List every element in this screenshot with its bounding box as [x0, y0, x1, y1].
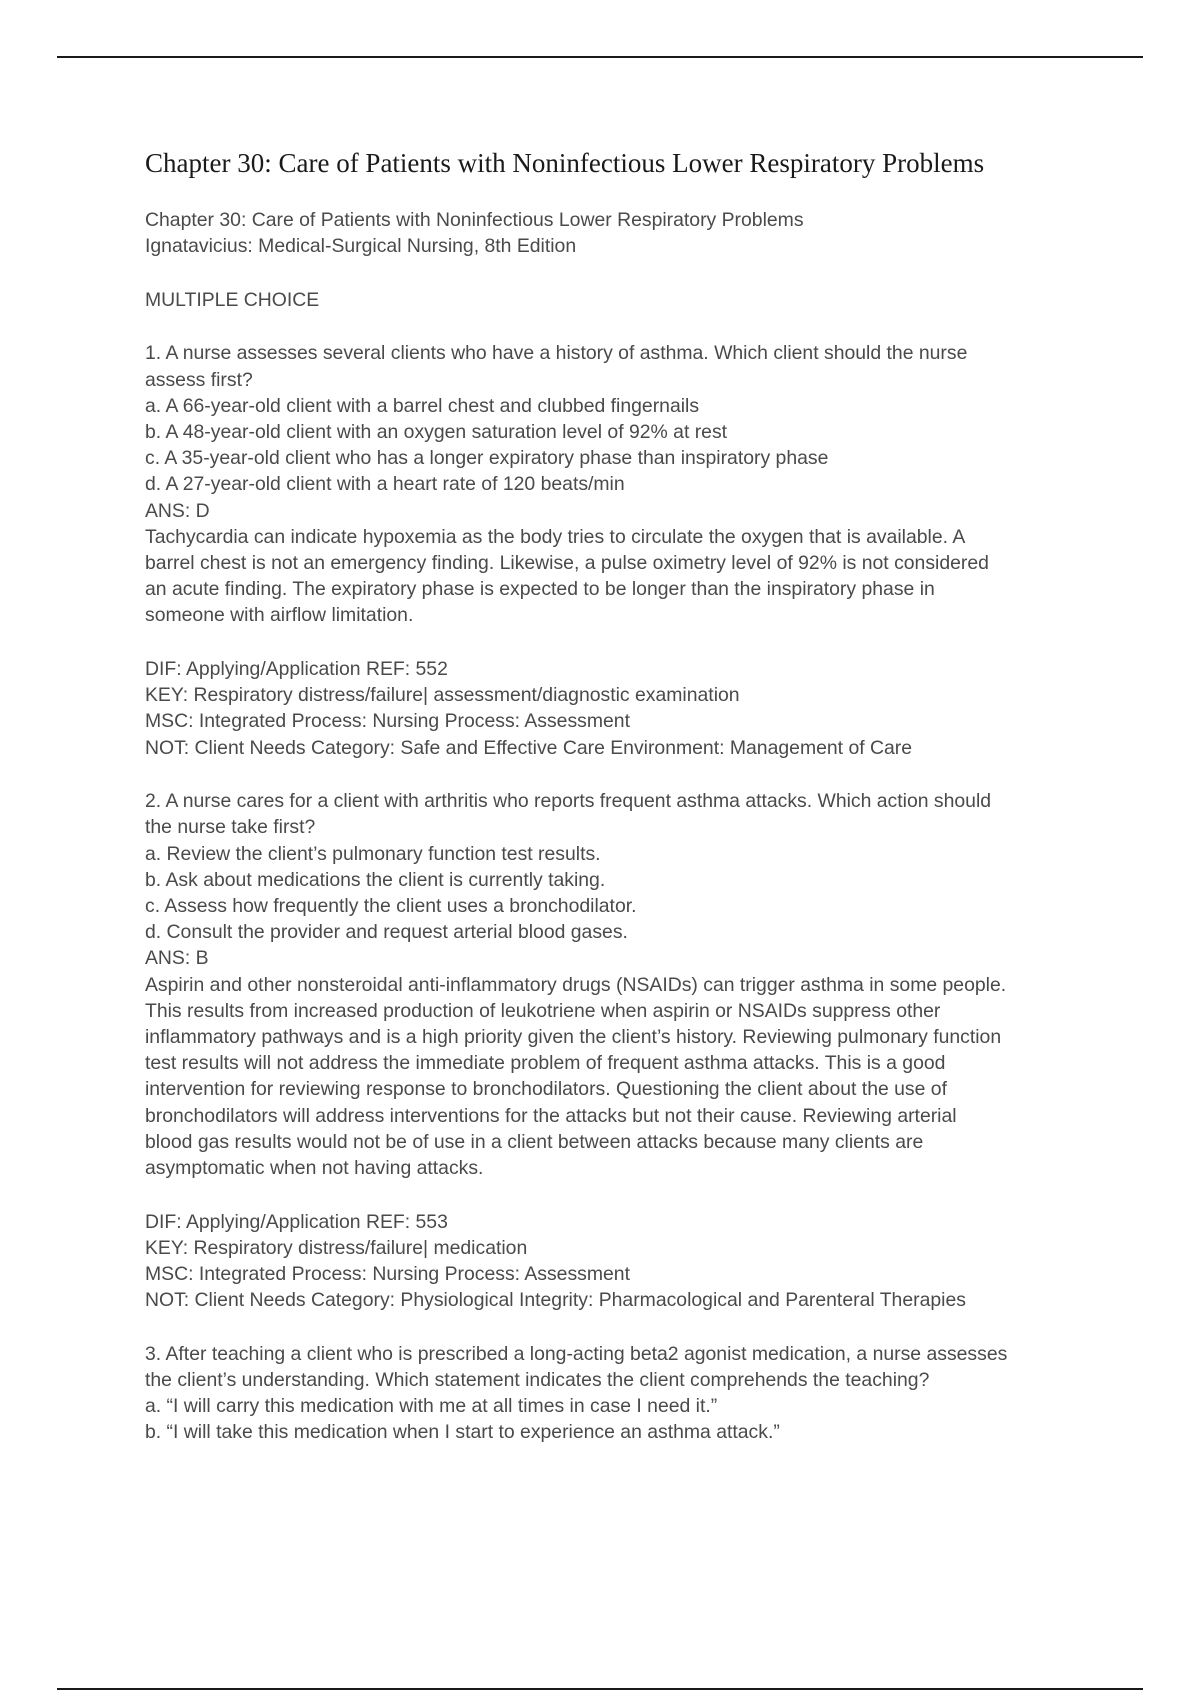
answer-option: b. Ask about medications the client is currently taking. [145, 868, 606, 891]
question-1 [145, 340, 1105, 760]
answer-option: a. A 66-year-old client with a barrel chest and clubbed fingernails [145, 394, 700, 417]
answer-option: d. A 27-year-old client with a heart rate of 120 beats/min [145, 473, 625, 496]
meta-not: NOT: Client Needs Category: Safe and Effective Care Environment: Management of Care [145, 736, 913, 759]
rationale-line: bronchodilators will address interventions for the attacks but not their cause. Reviewing arterial [145, 1104, 957, 1127]
question-stem-line: 1. A nurse assesses several clients who have a history of asthma. Which client should the nurse [145, 342, 968, 365]
answer-option: b. “I will take this medication when I start to experience an asthma attack.” [145, 1421, 780, 1444]
meta-msc: MSC: Integrated Process: Nursing Process: Assessment [145, 1263, 630, 1286]
answer-option: c. A 35-year-old client who has a longer expiratory phase than inspiratory phase [145, 447, 829, 470]
subtitle-textbook: Ignatavicius: Medical-Surgical Nursing, 8th Edition [145, 235, 577, 258]
answer-option: c. Assess how frequently the client uses a bronchodilator. [145, 895, 637, 918]
rationale-line: This results from increased production of leukotriene when aspirin or NSAIDs suppress other [145, 999, 941, 1022]
meta-not: NOT: Client Needs Category: Physiological Integrity: Pharmacological and Parenteral Therapies [145, 1289, 966, 1312]
question-stem-line: the nurse take first? [145, 816, 316, 839]
rationale-line: asymptomatic when not having attacks. [145, 1157, 484, 1180]
answer-option: a. Review the client’s pulmonary function test results. [145, 842, 601, 865]
rationale-line: intervention for reviewing response to bronchodilators. Questioning the client about the use of [145, 1078, 947, 1101]
answer-option: d. Consult the provider and request arterial blood gases. [145, 921, 628, 944]
correct-answer: ANS: D [145, 499, 210, 522]
rationale-line: an acute finding. The expiratory phase is expected to be longer than the inspiratory phase in [145, 578, 935, 601]
meta-difficulty: DIF: Applying/Application REF: 552 [145, 658, 448, 681]
meta-difficulty: DIF: Applying/Application REF: 553 [145, 1210, 448, 1233]
rationale-line: blood gas results would not be of use in a client between attacks because many clients are [145, 1130, 924, 1153]
question-stem-line: 2. A nurse cares for a client with arthritis who reports frequent asthma attacks. Which action should [145, 790, 992, 813]
rationale-line: barrel chest is not an emergency finding. Likewise, a pulse oximetry level of 92% is not considered [145, 552, 989, 575]
meta-key: KEY: Respiratory distress/failure| assessment/diagnostic examination [145, 684, 740, 707]
top-rule [57, 56, 1143, 58]
question-2 [145, 788, 1105, 1313]
answer-option: a. “I will carry this medication with me at all times in case I need it.” [145, 1395, 718, 1418]
page-title: Chapter 30: Care of Patients with Noninfectious Lower Respiratory Problems [145, 148, 985, 178]
rationale-line: test results will not address the immediate problem of frequent asthma attacks. This is a good [145, 1052, 946, 1075]
subtitle-chapter: Chapter 30: Care of Patients with Noninfectious Lower Respiratory Problems [145, 209, 804, 231]
meta-msc: MSC: Integrated Process: Nursing Process: Assessment [145, 710, 630, 733]
correct-answer: ANS: B [145, 947, 209, 970]
rationale-line: inflammatory pathways and is a high priority given the client’s history. Reviewing pulmonary function [145, 1026, 1002, 1049]
bottom-rule [57, 1688, 1143, 1690]
rationale-line: Tachycardia can indicate hypoxemia as the body tries to circulate the oxygen that is available. A [145, 525, 966, 548]
meta-key: KEY: Respiratory distress/failure| medication [145, 1236, 528, 1259]
answer-option: b. A 48-year-old client with an oxygen saturation level of 92% at rest [145, 421, 728, 443]
question-stem-line: assess first? [145, 368, 253, 391]
question-stem-line: the client’s understanding. Which statement indicates the client comprehends the teaching? [145, 1369, 930, 1392]
question-3 [145, 1341, 1105, 1446]
question-stem-line: 3. After teaching a client who is prescribed a long-acting beta2 agonist medication, a nurse assesses [145, 1342, 1008, 1365]
rationale-line: Aspirin and other nonsteroidal anti-inflammatory drugs (NSAIDs) can trigger asthma in some people. [145, 973, 1007, 996]
document-body [145, 207, 1105, 1446]
rationale-line: someone with airflow limitation. [145, 604, 414, 627]
section-heading: MULTIPLE CHOICE [145, 288, 320, 311]
